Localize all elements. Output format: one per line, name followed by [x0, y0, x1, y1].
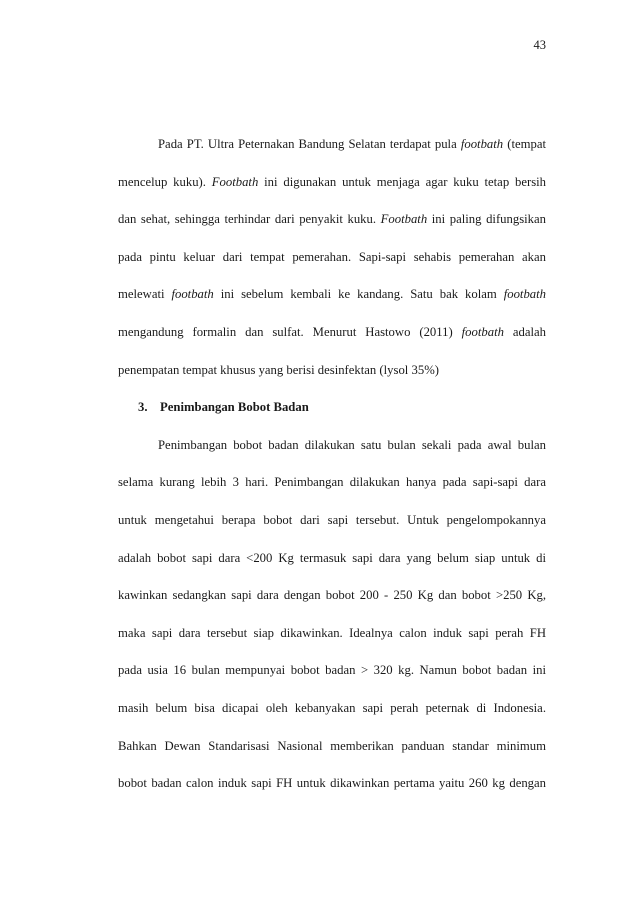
- text-segment: dan sehat, sehingga terhindar dari penyakit kuku.: [118, 212, 381, 227]
- text-segment: ini paling difungsikan: [427, 212, 546, 227]
- italic-term: Footbath: [211, 174, 259, 189]
- text-segment: melewati: [118, 287, 172, 302]
- text-segment: Pada PT. Ultra Peternakan Bandung Selatan terdapat pula: [158, 137, 461, 151]
- text-line: [118, 239, 546, 277]
- text-segment: mengandung formalin dan sulfat. Menurut Hastowo (2011): [118, 324, 462, 339]
- paragraph-penimbangan: [118, 427, 546, 803]
- section-number: 3.: [138, 400, 148, 415]
- paragraph-footbath: [118, 126, 546, 389]
- text-line: Penimbangan bobot badan dilakukan satu bulan sekali pada awal bulan: [158, 437, 546, 452]
- text-line: [118, 314, 546, 352]
- text-segment: pada pintu keluar dari tempat pemerahan. Sapi-sapi sehabis pemerahan akan: [118, 249, 546, 264]
- italic-term: Footbath: [380, 212, 428, 227]
- text-line: bobot badan calon induk sapi FH untuk dikawinkan pertama yaitu 260 kg dengan: [118, 776, 546, 791]
- text-segment: mencelup kuku).: [118, 174, 212, 189]
- italic-term: footbath: [461, 324, 504, 339]
- italic-term: footbath: [171, 287, 214, 302]
- text-line: kawinkan sedangkan sapi dara dengan bobot 200 - 250 Kg dan bobot >250 Kg,: [118, 588, 546, 603]
- text-line: pada usia 16 bulan mempunyai bobot badan > 320 kg. Namun bobot badan ini: [118, 663, 546, 678]
- text-line: [118, 276, 546, 314]
- italic-term: footbath: [503, 287, 546, 302]
- text-segment: ini digunakan untuk menjaga agar kuku tetap bersih: [258, 174, 547, 189]
- text-segment: penempatan tempat khusus yang berisi desinfektan (lysol 35%): [118, 362, 439, 377]
- section-title: Penimbangan Bobot Badan: [160, 400, 309, 415]
- text-line: selama kurang lebih 3 hari. Penimbangan dilakukan hanya pada sapi-sapi dara: [118, 475, 546, 490]
- text-line: [118, 126, 546, 164]
- text-line: masih belum bisa dicapai oleh kebanyakan sapi perah peternak di Indonesia.: [118, 700, 546, 715]
- text-line: maka sapi dara tersebut siap dikawinkan. Idealnya calon induk sapi perah FH: [118, 625, 546, 640]
- text-line: [118, 352, 546, 390]
- page-number: 43: [533, 38, 546, 52]
- text-segment: ini sebelum kembali ke kandang. Satu bak kolam: [213, 287, 504, 302]
- italic-term: footbath: [460, 137, 504, 151]
- text-segment: adalah: [503, 324, 547, 339]
- text-line: [118, 201, 546, 239]
- text-line: adalah bobot sapi dara <200 Kg termasuk sapi dara yang belum siap untuk di: [118, 550, 546, 565]
- text-segment: (tempat: [503, 137, 546, 151]
- text-line: Bahkan Dewan Standarisasi Nasional memberikan panduan standar minimum: [118, 738, 546, 753]
- text-line: [118, 164, 546, 202]
- section-heading: [118, 389, 546, 427]
- document-body: [118, 126, 546, 803]
- text-line: untuk mengetahui berapa bobot dari sapi tersebut. Untuk pengelompokannya: [118, 512, 546, 527]
